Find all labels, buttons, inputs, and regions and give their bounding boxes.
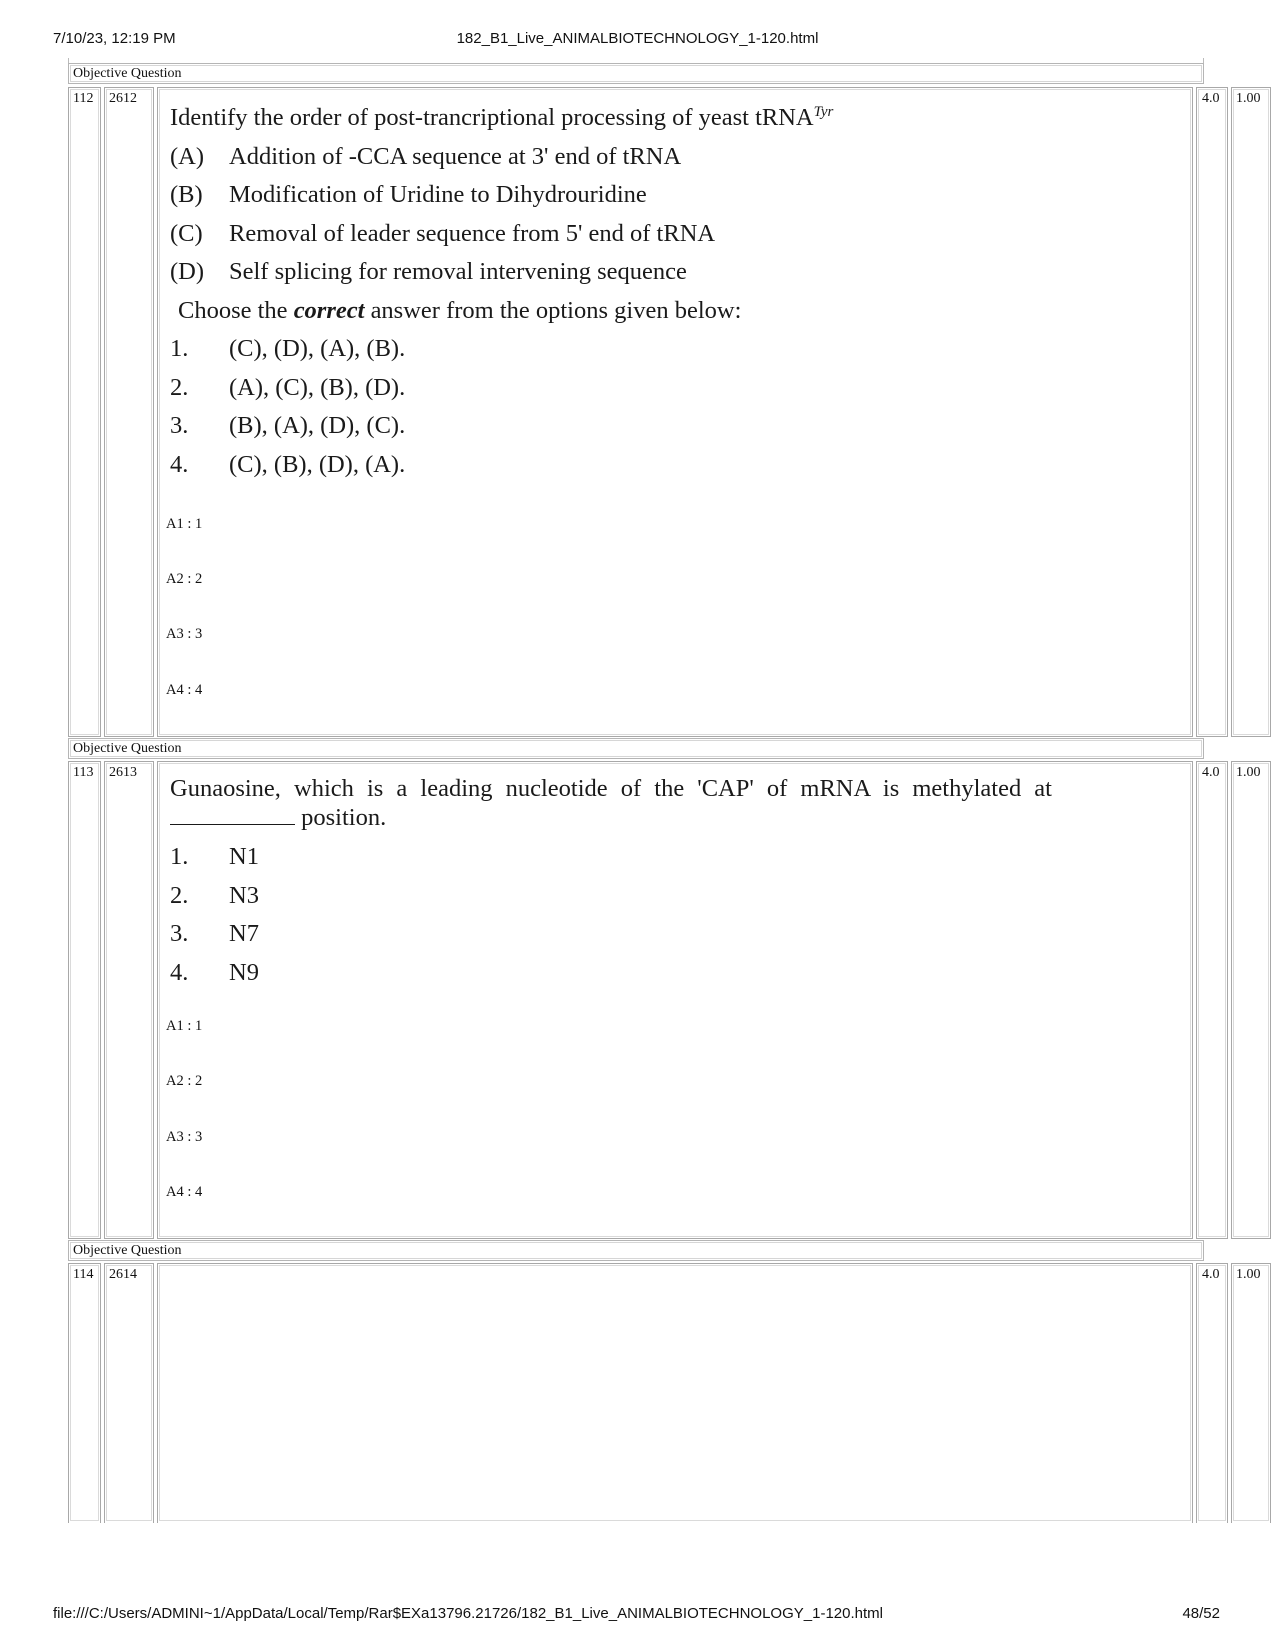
tyr-superscript: Tyr	[813, 104, 834, 120]
negative-marks-value: 1.00	[1231, 761, 1271, 1239]
option-item: 1. (C), (D), (A), (B).	[170, 335, 406, 362]
question-id: 2613	[104, 761, 154, 1239]
fill-in-blank	[170, 807, 295, 825]
question-body	[157, 87, 1193, 737]
print-datetime: 7/10/23, 12:19 PM	[53, 30, 176, 47]
option-item: 4. N9	[170, 958, 259, 986]
question-content	[170, 774, 1052, 992]
question-stem-continuation: position.	[170, 803, 1052, 832]
print-header	[0, 30, 1275, 50]
marks-value: 4.0	[1196, 761, 1228, 1239]
answer-key: A2 : 2	[166, 571, 203, 587]
option-item: 3. N7	[170, 920, 259, 947]
question-serial: 112	[68, 87, 101, 737]
statement-item: (C) Removal of leader sequence from 5' end of tRNA	[170, 219, 716, 247]
question-stem: Gunaosine, which is a leading nucleotide of the 'CAP' of mRNA is methylated at	[170, 775, 1052, 802]
answer-key: A3 : 3	[166, 1129, 203, 1145]
answer-key: A1 : 1	[166, 516, 203, 532]
question-serial: 114	[68, 1263, 101, 1523]
choose-instruction: Choose the correct answer from the options given below:	[178, 296, 742, 324]
question-type-band: Objective Question	[68, 1240, 1204, 1261]
option-item: 4. (C), (B), (D), (A).	[170, 450, 406, 478]
answer-key: A4 : 4	[166, 682, 203, 698]
document-title: 182_B1_Live_ANIMALBIOTECHNOLOGY_1-120.html	[456, 30, 819, 47]
question-serial: 113	[68, 761, 101, 1239]
file-path: file:///C:/Users/ADMINI~1/AppData/Local/Temp/Rar$EXa13796.21726/182_B1_Live_ANIMALBIOTECHNOLOGY_1-120.html	[53, 1605, 883, 1622]
option-item: 2. (A), (C), (B), (D).	[170, 373, 406, 401]
statement-item: (D) Self splicing for removal intervening sequence	[170, 258, 687, 285]
question-content	[170, 99, 833, 484]
marks-value: 4.0	[1196, 1263, 1228, 1523]
option-item: 2. N3	[170, 881, 259, 909]
answer-key: A2 : 2	[166, 1073, 203, 1089]
page-number: 48/52	[1182, 1605, 1220, 1622]
marks-value: 4.0	[1196, 87, 1228, 737]
option-item: 1. N1	[170, 843, 259, 870]
question-body	[157, 1263, 1193, 1523]
question-type-band: Objective Question	[68, 738, 1204, 759]
answer-key: A4 : 4	[166, 1184, 203, 1200]
answer-key: A3 : 3	[166, 626, 203, 642]
question-type-band: Objective Question	[68, 63, 1204, 84]
question-id: 2612	[104, 87, 154, 737]
statement-item: (B) Modification of Uridine to Dihydrouridine	[170, 181, 647, 208]
option-item: 3. (B), (A), (D), (C).	[170, 412, 406, 439]
negative-marks-value: 1.00	[1231, 87, 1271, 737]
question-body	[157, 761, 1193, 1239]
question-id: 2614	[104, 1263, 154, 1523]
question-stem: Identify the order of post-trancriptional processing of yeast tRNA$^{Tyr}$	[170, 104, 834, 131]
statement-item: (A) Addition of -CCA sequence at 3' end of tRNA	[170, 142, 682, 170]
negative-marks-value: 1.00	[1231, 1263, 1271, 1523]
print-footer	[0, 1605, 1275, 1625]
answer-key: A1 : 1	[166, 1018, 203, 1034]
